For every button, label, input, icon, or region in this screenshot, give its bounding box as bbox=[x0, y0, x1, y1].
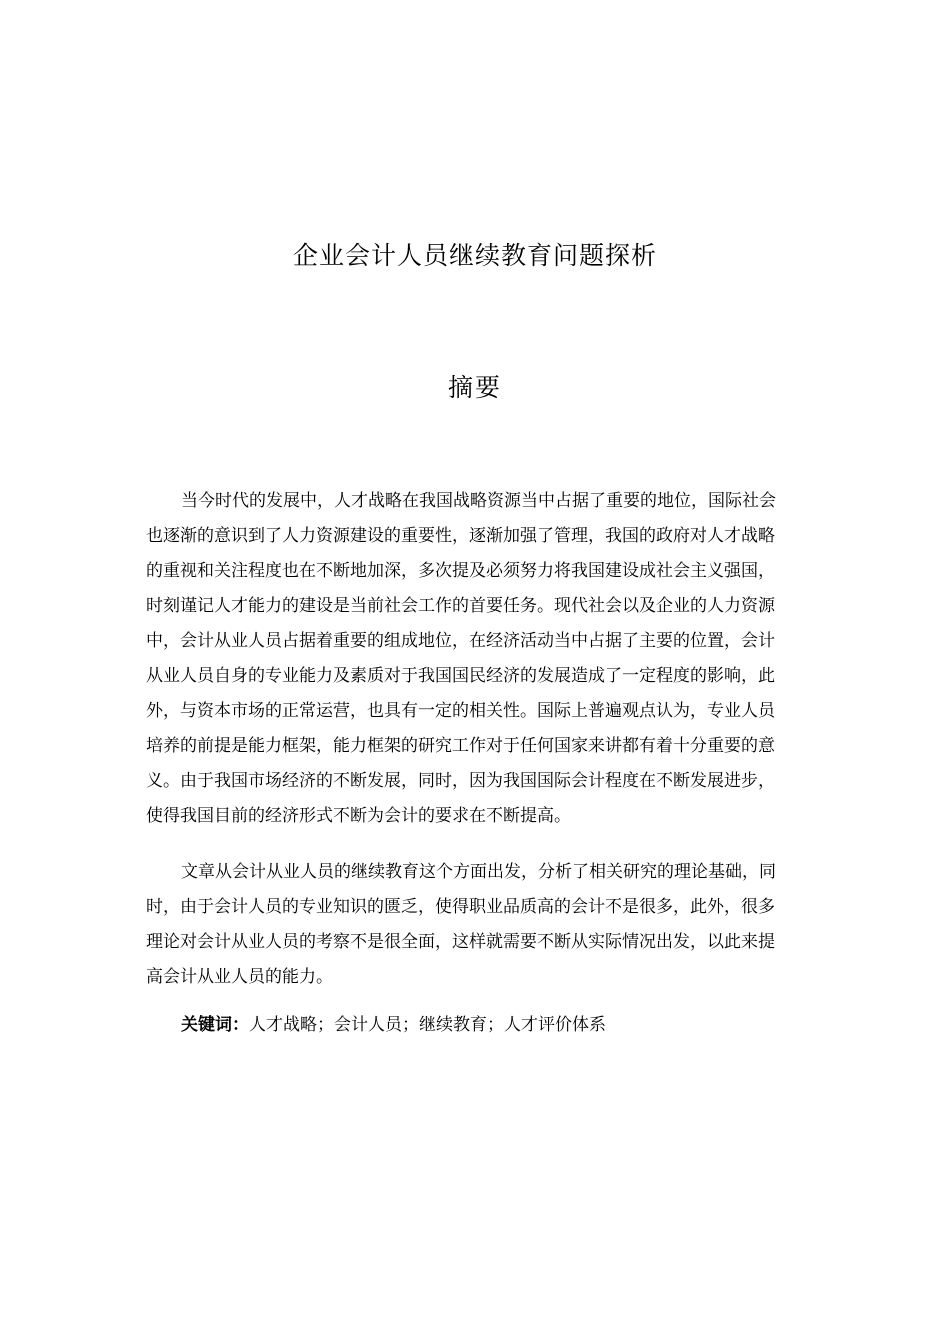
abstract-heading: 摘要 bbox=[447, 373, 502, 402]
paragraph-line: 的重视和关注程度也在不断地加深，多次提及必须努力将我国建设成社会主义强国， bbox=[146, 561, 775, 581]
keywords-line bbox=[181, 1008, 606, 1043]
paragraph-line: 外，与资本市场的正常运营，也具有一定的相关性。国际上普遍观点认为，专业人员 bbox=[146, 701, 775, 721]
paragraph-line: 时刻谨记人才能力的建设是当前社会工作的首要任务。现代社会以及企业的人力资源 bbox=[146, 596, 775, 616]
paragraph-line: 时，由于会计人员的专业知识的匮乏，使得职业品质高的会计不是很多，此外，很多 bbox=[146, 897, 775, 917]
paragraph-line: 也逐渐的意识到了人力资源建设的重要性，逐渐加强了管理，我国的政府对人才战略 bbox=[146, 526, 775, 546]
paragraph-line: 当今时代的发展中，人才战略在我国战略资源当中占据了重要的地位，国际社会 bbox=[181, 491, 776, 511]
paragraph-line: 培养的前提是能力框架，能力框架的研究工作对于任何国家来讲都有着十分重要的意 bbox=[146, 736, 775, 756]
paragraph-line: 使得我国目前的经济形式不断为会计的要求在不断提高。 bbox=[146, 806, 571, 826]
paragraph-line: 从业人员自身的专业能力及素质对于我国国民经济的发展造成了一定程度的影响，此 bbox=[146, 666, 775, 686]
paragraph-line: 文章从会计从业人员的继续教育这个方面出发，分析了相关研究的理论基础，同 bbox=[181, 862, 776, 882]
paragraph-line: 理论对会计从业人员的考察不是很全面，这样就需要不断从实际情况出发，以此来提 bbox=[146, 932, 775, 952]
document-title: 企业会计人员继续教育问题探析 bbox=[292, 241, 657, 270]
abstract-paragraph-2 bbox=[146, 855, 858, 995]
abstract-paragraph-1 bbox=[146, 484, 858, 834]
paragraph-line: 义。由于我国市场经济的不断发展，同时，因为我国国际会计程度在不断发展进步， bbox=[146, 771, 775, 791]
keywords-label: 关键词： bbox=[181, 1015, 249, 1035]
paragraph-line: 高会计从业人员的能力。 bbox=[146, 967, 333, 987]
paragraph-line: 中，会计从业人员占据着重要的组成地位，在经济活动当中占据了主要的位置，会计 bbox=[146, 631, 775, 651]
keywords-text: 人才战略；会计人员；继续教育；人才评价体系 bbox=[249, 1015, 606, 1035]
